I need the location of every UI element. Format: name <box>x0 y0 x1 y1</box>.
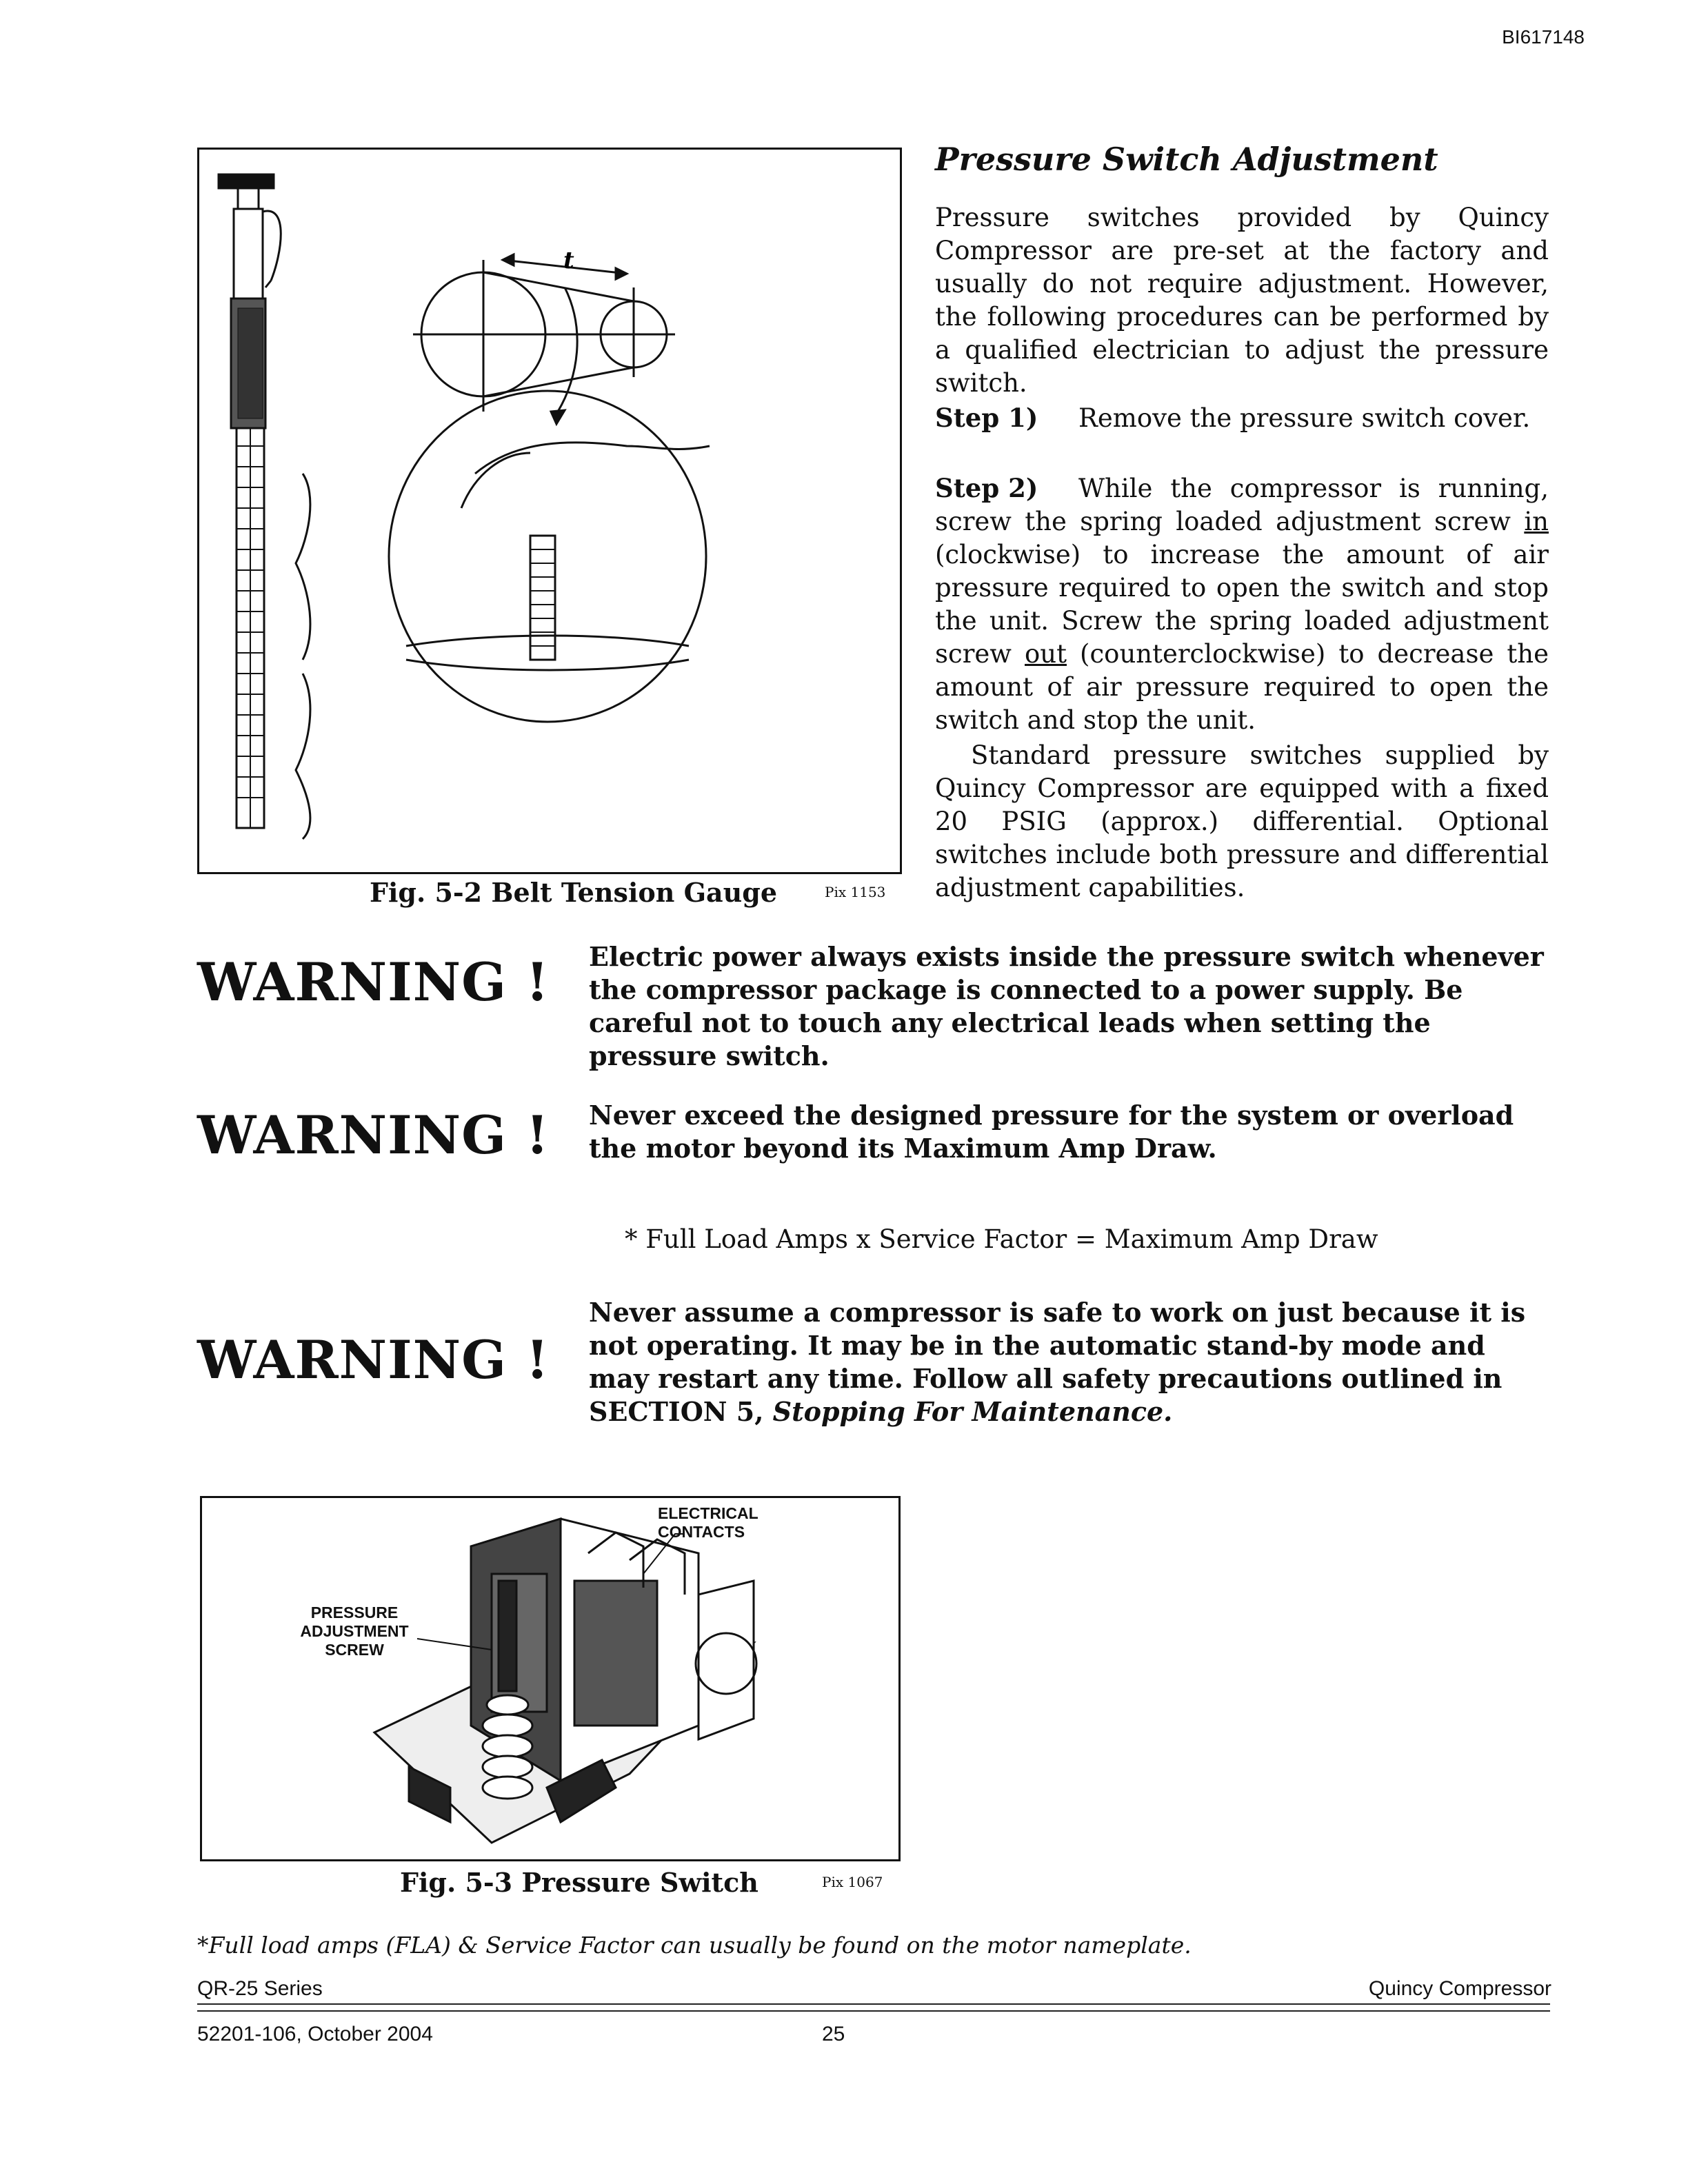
warning-1-label: WARNING ! <box>197 951 550 1013</box>
warning-3-text-italic: Stopping For Maintenance. <box>772 1396 1173 1427</box>
amp-draw-formula: * Full Load Amps x Service Factor = Maximum Amp Draw <box>625 1224 1378 1254</box>
standard-switch-paragraph: Standard pressure switches supplied by Quincy Compressor are equipped with a fixed 20 PSIG (approx.) differential. Optional switches include both pressure and differential adjustment capabilities. <box>935 740 1549 902</box>
step-2-label: Step 2) <box>935 473 1038 503</box>
figure-5-3-pix: Pix 1067 <box>822 1874 883 1890</box>
figure-5-2-pix: Pix 1153 <box>825 884 886 900</box>
pressure-switch-figure <box>200 1496 901 1861</box>
page-number: 25 <box>822 2023 845 2045</box>
pressure-switch-illustration <box>202 1498 898 1859</box>
step-1 <box>935 401 1549 435</box>
footer-rule-bottom <box>197 2010 1550 2012</box>
warning-1-text: Electric power always exists inside the pressure switch whenever the compressor package is connected to a power supply. Be careful not to touch any electrical leads when setting the pressure switch. <box>589 941 1544 1071</box>
step-2-out: out <box>1025 639 1067 669</box>
warning-2-text: Never exceed the designed pressure for the system or overload the motor beyond its Maximum Amp Draw. <box>589 1100 1514 1164</box>
document-id: BI617148 <box>1502 26 1585 48</box>
section-title: Pressure Switch Adjustment <box>935 141 1438 178</box>
footer-rule-top <box>197 2003 1550 2005</box>
figure-5-3-caption: Fig. 5-3 Pressure Switch <box>400 1867 758 1898</box>
pressure-adjustment-screw-callout: PRESSURE ADJUSTMENT SCREW <box>300 1604 409 1659</box>
footer-company: Quincy Compressor <box>1368 1977 1551 2000</box>
footer-doc-date: 52201-106, October 2004 <box>197 2023 433 2045</box>
step-2-text-2: (clockwise) to increase the amount of air pressure required to open the switch and stop the unit. Screw the spring loaded adjustment screw <box>935 540 1549 669</box>
belt-tension-gauge-illustration <box>199 150 900 872</box>
warning-3-text <box>589 1296 1551 1428</box>
belt-tension-gauge-figure <box>197 148 902 874</box>
step-2-in: in <box>1524 507 1549 536</box>
warning-3-label: WARNING ! <box>197 1329 550 1391</box>
footnote: *Full load amps (FLA) & Service Factor can usually be found on the motor nameplate. <box>197 1932 1192 1959</box>
belt-deflection-label: t <box>563 247 574 274</box>
step-1-label: Step 1) <box>935 403 1038 433</box>
electrical-contacts-callout: ELECTRICAL CONTACTS <box>658 1504 758 1541</box>
footer-series: QR-25 Series <box>197 1977 323 2000</box>
step-2 <box>935 472 1549 737</box>
warning-3-text-main: Never assume a compressor is safe to work on just because it is not operating. It may be in the automatic stand-by mode and may restart any time. Follow all safety precautions outlined in SECTION 5, <box>589 1297 1526 1427</box>
intro-paragraph: Pressure switches provided by Quincy Compressor are pre-set at the factory and usually do not require adjustment. However, the following procedures can be performed by a qualified electrician to adjust the pressure switch. <box>935 203 1549 398</box>
step-2-text-1: While the compressor is running, screw the spring loaded adjustment screw <box>935 474 1549 536</box>
step-2-text-3: (counterclockwise) to decrease the amount of air pressure required to open the switch and stop the unit. <box>935 639 1549 735</box>
figure-5-2-caption: Fig. 5-2 Belt Tension Gauge <box>370 877 778 908</box>
warning-2-label: WARNING ! <box>197 1104 550 1166</box>
step-1-text: Remove the pressure switch cover. <box>1078 403 1531 433</box>
